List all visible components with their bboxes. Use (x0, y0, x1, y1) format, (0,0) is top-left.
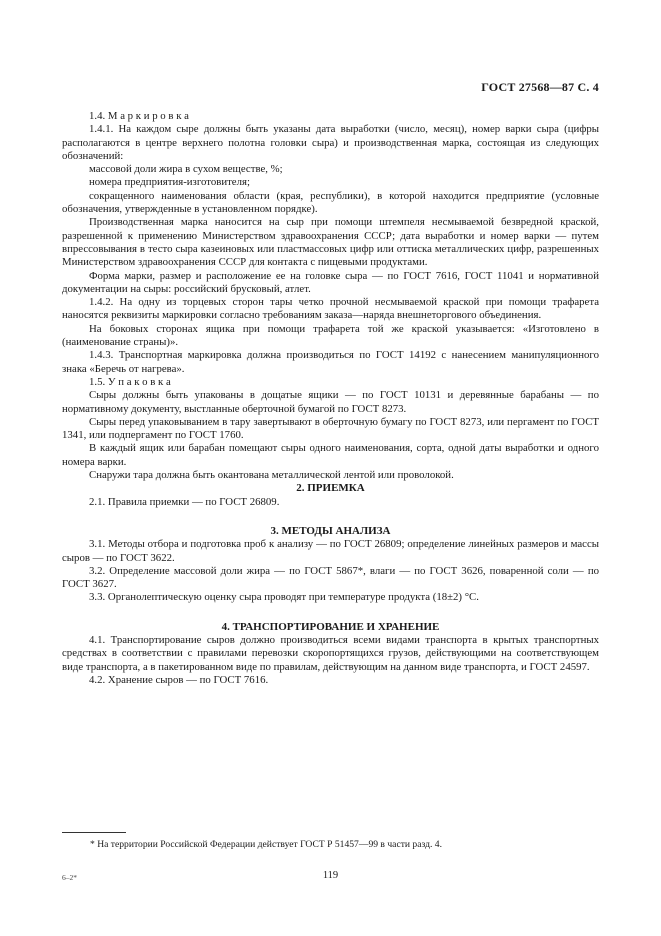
paragraph-box-sides: На боковых сторонах ящика при помощи трафарета той же краской указывается: «Изготовлено в (наименование страны)». (62, 322, 599, 349)
list-item-region: сокращенного наименования области (края, республики), в которой находится предприятие (условные обозначения, утвержденные в установленном порядке). (62, 189, 599, 216)
document-body (62, 110, 599, 687)
section-4-title: 4. ТРАНСПОРТИРОВАНИЕ И ХРАНЕНИЕ (221, 620, 440, 633)
paragraph-2-1: 2.1. Правила приемки — по ГОСТ 26809. (89, 495, 280, 508)
list-item-number: номера предприятия-изготовителя; (89, 176, 250, 189)
paragraph-1-4-2: 1.4.2. На одну из торцевых сторон тары четко прочной несмываемой краской при помощи трафарета наносятся реквизиты маркировки согласно требованиям заказа—наряда внешнеторгового объединения. (62, 296, 599, 322)
document-header: ГОСТ 27568—87 С. 4 (481, 80, 599, 94)
paragraph-3-2: 3.2. Определение массовой доли жира — по ГОСТ 5867*, влаги — по ГОСТ 3626, поваренной соли — по ГОСТ 3627. (62, 564, 599, 591)
paragraph-3-3: 3.3. Органолептическую оценку сыра проводят при температуре продукта (18±2) °С. (89, 591, 479, 604)
paragraph-4-1: 4.1. Транспортирование сыров должно производиться всеми видами транспорта в крытых транспортных средствах в соответствии с правилами перевозки скоропортящихся грузов, действующими на соответствующем виде транспорта, а в пакетированном виде по правилам, действующим на данном виде транспорта, и ГОСТ 24597. (62, 633, 599, 673)
paragraph-pack-4: Снаружи тара должна быть окантована металлической лентой или проволокой. (89, 469, 454, 482)
print-signature: 6–2* (62, 873, 77, 882)
paragraph-pack-2: Сыры перед упаковыванием в тару завертывают в оберточную бумагу по ГОСТ 8273, или пергамент по ГОСТ 1341, или подпергамент по ГОСТ 1760. (62, 415, 599, 442)
section-2-title: 2. ПРИЕМКА (296, 482, 365, 495)
paragraph-1-4-1: 1.4.1. На каждом сыре должны быть указаны дата выработки (число, месяц), номер варки сыра (цифры располагаются в центре верхнего полотна головки сыра) и производственная марка, состоящая из следующих обозначений: (62, 123, 599, 162)
paragraph-3-1: 3.1. Методы отбора и подготовка проб к анализу — по ГОСТ 26809; определение линейных размеров и массы сыров — по ГОСТ 3622. (62, 538, 599, 564)
marking-heading: 1.4. М а р к и р о в к а (89, 110, 189, 122)
page-number: 119 (322, 870, 339, 881)
section-3-title: 3. МЕТОДЫ АНАЛИЗА (270, 524, 391, 537)
paragraph-1-4-3: 1.4.3. Транспортная маркировка должна производиться по ГОСТ 14192 с нанесением манипуляционного знака «Беречь от нагрева». (62, 349, 599, 375)
paragraph-4-2: 4.2. Хранение сыров — по ГОСТ 7616. (89, 673, 269, 686)
footnote-divider (62, 832, 126, 833)
footnote: * На территории Российской Федерации действует ГОСТ Р 51457—99 в части разд. 4. (90, 839, 442, 850)
paragraph-mark-stamp: Производственная марка наносится на сыр при помощи штемпеля несмываемой безвредной краской, разрешенной к применению Министерством здравоохранения СССР; дата выработки и номер варки — путем впрессовывания в тесто сыра казеиновых или пластмассовых цифр или оттиска металлических цифр, разрешенных Министерством здравоохранения СССР для контакта с пищевыми продуктами. (62, 216, 599, 269)
paragraph-mark-form: Форма марки, размер и расположение ее на головке сыра — по ГОСТ 7616, ГОСТ 11041 и нормативной документации на сыры: российский брусковый, атлет. (62, 269, 599, 295)
paragraph-pack-3: В каждый ящик или барабан помещают сыры одного наименования, сорта, одной даты выработки и одного номера варки. (62, 442, 599, 468)
packing-heading: 1.5. У п а к о в к а (89, 375, 171, 388)
paragraph-pack-1: Сыры должны быть упакованы в дощатые ящики — по ГОСТ 10131 и деревянные барабаны — по нормативному документу, выстланные оберточной бумагой по ГОСТ 8273. (62, 389, 599, 415)
list-item-fat: массовой доли жира в сухом веществе, %; (89, 163, 283, 176)
